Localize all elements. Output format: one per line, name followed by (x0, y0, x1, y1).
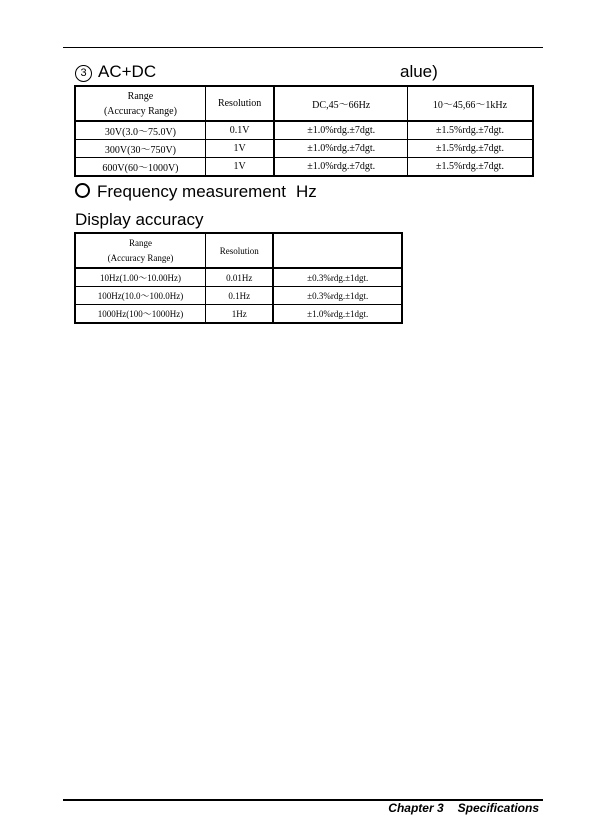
header-range (75, 233, 206, 268)
header-range-line2: (Accuracy Range) (107, 252, 174, 263)
cell-accuracy-1: ±1.0%rdg.±7dgt. (274, 140, 407, 158)
table-row (75, 158, 533, 177)
ac-dc-voltage-table (74, 85, 534, 177)
header-accuracy (273, 233, 402, 268)
frequency-unit: Hz (295, 182, 317, 201)
cell-resolution: 0.01Hz (206, 268, 274, 287)
table-row (75, 121, 533, 140)
section-ac-dc-title: AC+DC (98, 62, 157, 81)
section-ac-dc-title-tail: alue) (400, 62, 438, 81)
circled-number-marker: 3 (75, 65, 92, 82)
cell-resolution: 0.1V (205, 121, 274, 140)
table-row (75, 305, 402, 324)
frequency-title: Frequency measurement (97, 182, 286, 201)
cell-range: 10Hz(1.00～10.00Hz) (75, 268, 206, 287)
header-freq-band-1: DC,45～66Hz (274, 86, 407, 121)
header-rule (63, 47, 543, 48)
header-range-line1: Range (127, 90, 154, 102)
cell-range: 30V(3.0～75.0V) (75, 121, 205, 140)
cell-accuracy-1: ±1.0%rdg.±7dgt. (274, 121, 407, 140)
cell-resolution: 1V (205, 158, 274, 177)
cell-accuracy: ±1.0%rdg.±1dgt. (273, 305, 402, 324)
header-range (75, 86, 205, 121)
frequency-heading (75, 182, 317, 202)
cell-accuracy: ±0.3%rdg.±1dgt. (273, 268, 402, 287)
section-ac-dc-heading (75, 62, 438, 82)
header-range-line2: (Accuracy Range) (103, 105, 177, 117)
cell-range: 100Hz(10.0～100.0Hz) (75, 287, 206, 305)
footer-title: Specifications (457, 801, 539, 815)
cell-accuracy-2: ±1.5%rdg.±7dgt. (408, 121, 533, 140)
frequency-table (74, 232, 403, 324)
cell-accuracy-2: ±1.5%rdg.±7dgt. (408, 158, 533, 177)
cell-resolution: 1Hz (206, 305, 274, 324)
cell-accuracy: ±0.3%rdg.±1dgt. (273, 287, 402, 305)
display-accuracy-subtitle: Display accuracy (75, 210, 204, 229)
header-freq-band-2: 10～45,66～1kHz (408, 86, 533, 121)
circle-bullet-icon (75, 183, 90, 198)
cell-range: 1000Hz(100～1000Hz) (75, 305, 206, 324)
footer-chapter: Chapter 3 (388, 801, 444, 815)
table-row (75, 140, 533, 158)
header-resolution: Resolution (206, 233, 274, 268)
cell-resolution: 0.1Hz (206, 287, 274, 305)
table-header-row (75, 86, 533, 121)
cell-range: 300V(30～750V) (75, 140, 205, 158)
table-row (75, 268, 402, 287)
header-range-line1: Range (129, 237, 153, 248)
table-header-row (75, 233, 402, 268)
cell-accuracy-2: ±1.5%rdg.±7dgt. (408, 140, 533, 158)
cell-range: 600V(60～1000V) (75, 158, 205, 177)
cell-accuracy-1: ±1.0%rdg.±7dgt. (274, 158, 407, 177)
cell-resolution: 1V (205, 140, 274, 158)
header-resolution: Resolution (205, 86, 274, 121)
page-footer (388, 801, 539, 815)
table-row (75, 287, 402, 305)
